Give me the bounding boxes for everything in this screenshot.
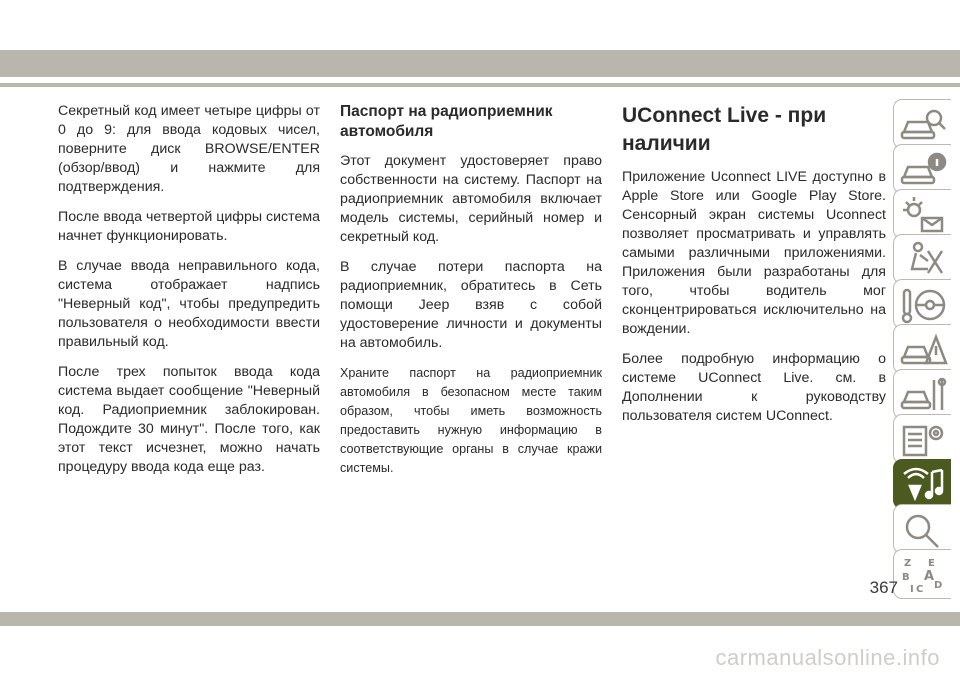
warning-triangle-icon bbox=[898, 329, 948, 371]
svg-text:A: A bbox=[924, 569, 935, 584]
svg-text:B: B bbox=[902, 572, 910, 583]
tab-index-search[interactable] bbox=[893, 504, 951, 554]
svg-text:I: I bbox=[910, 584, 914, 595]
tab-car-tools[interactable] bbox=[893, 369, 951, 419]
index-search-icon bbox=[898, 509, 948, 551]
tab-specifications[interactable] bbox=[893, 414, 951, 464]
tab-alphabet-index[interactable] bbox=[893, 549, 951, 599]
svg-text:C: C bbox=[916, 584, 924, 595]
bottom-band bbox=[0, 612, 960, 626]
column-3 bbox=[622, 102, 886, 437]
airbag-seat-icon bbox=[898, 239, 948, 281]
section-heading: Паспорт на радиоприемник автомобиля bbox=[340, 103, 553, 140]
top-band bbox=[0, 50, 960, 77]
car-search-icon bbox=[898, 104, 948, 146]
svg-text:D: D bbox=[934, 580, 943, 591]
steering-key-icon bbox=[898, 284, 948, 326]
top-rule bbox=[0, 83, 960, 87]
tab-car-search[interactable] bbox=[893, 99, 951, 149]
car-tools-icon bbox=[898, 374, 948, 416]
svg-text:E: E bbox=[928, 558, 935, 569]
section-title: UConnect Live - при наличии bbox=[622, 104, 827, 155]
tab-dashboard-lights[interactable] bbox=[893, 189, 951, 239]
paragraph: Приложение Uconnect LIVE доступно в Apple Store или Google Play Store. Сенсорный экран системы Uconnect позволяет просматривать и управлять самыми различными приложениями. Приложения были разработаны для того, чтобы водитель мог сконцентрироваться исключительно на вождении. bbox=[622, 169, 886, 337]
paragraph: После трех попыток ввода кода система выдает сообщение "Неверный код. Радиоприемник заблокирован. Подождите 30 минут". После того, как этот текст исчезнет, можно начать процедуру ввода кода еще раз. bbox=[58, 364, 320, 475]
tab-warning[interactable] bbox=[893, 324, 951, 374]
tab-steering-key[interactable] bbox=[893, 279, 951, 329]
tab-multimedia[interactable] bbox=[893, 459, 951, 509]
column-2 bbox=[340, 102, 602, 489]
tab-car-info[interactable] bbox=[893, 144, 951, 194]
paragraph: В случае ввода неправильного кода, система отображает надпись "Неверный код", чтобы предупредить пользователя о необходимости ввести правильный код. bbox=[58, 258, 320, 350]
paragraph: После ввода четвертой цифры система начнет функционировать. bbox=[58, 209, 320, 244]
column-1 bbox=[58, 102, 320, 488]
alphabet-index-icon bbox=[898, 554, 948, 596]
specifications-gear-icon bbox=[898, 419, 948, 461]
note-paragraph: Храните паспорт на радиоприемник автомобиля в безопасном месте таким образом, чтобы иметь возможность предоставить нужную информацию в соответствующие органы в случае кражи системы. bbox=[340, 366, 602, 475]
paragraph: Секретный код имеет четыре цифры от 0 до 9: для ввода кодовых чисел, поверните диск BROWSE/ENTER (обзор/ввод) и нажмите для подтверждения. bbox=[58, 103, 320, 195]
tab-airbag-seat[interactable] bbox=[893, 234, 951, 284]
svg-text:Z: Z bbox=[904, 558, 912, 569]
car-info-icon bbox=[898, 149, 948, 191]
watermark: carmanualsonline.info bbox=[715, 645, 940, 670]
paragraph: Более подробную информацию о системе UConnect Live. см. в Дополнении к руководству пользователя систем UConnect. bbox=[622, 351, 886, 424]
multimedia-music-icon bbox=[898, 464, 948, 506]
paragraph: В случае потери паспорта на радиоприемник, обратитесь в Сеть помощи Jeep взяв с собой удостоверение личности и документы на автомобиль. bbox=[340, 259, 602, 351]
dashboard-lights-icon bbox=[898, 194, 948, 236]
paragraph: Этот документ удостоверяет право собственности на систему. Паспорт на радиоприемник автомобиля включает модель системы, серийный номер и секретный код. bbox=[340, 153, 602, 245]
page-number: 367 bbox=[869, 578, 898, 597]
